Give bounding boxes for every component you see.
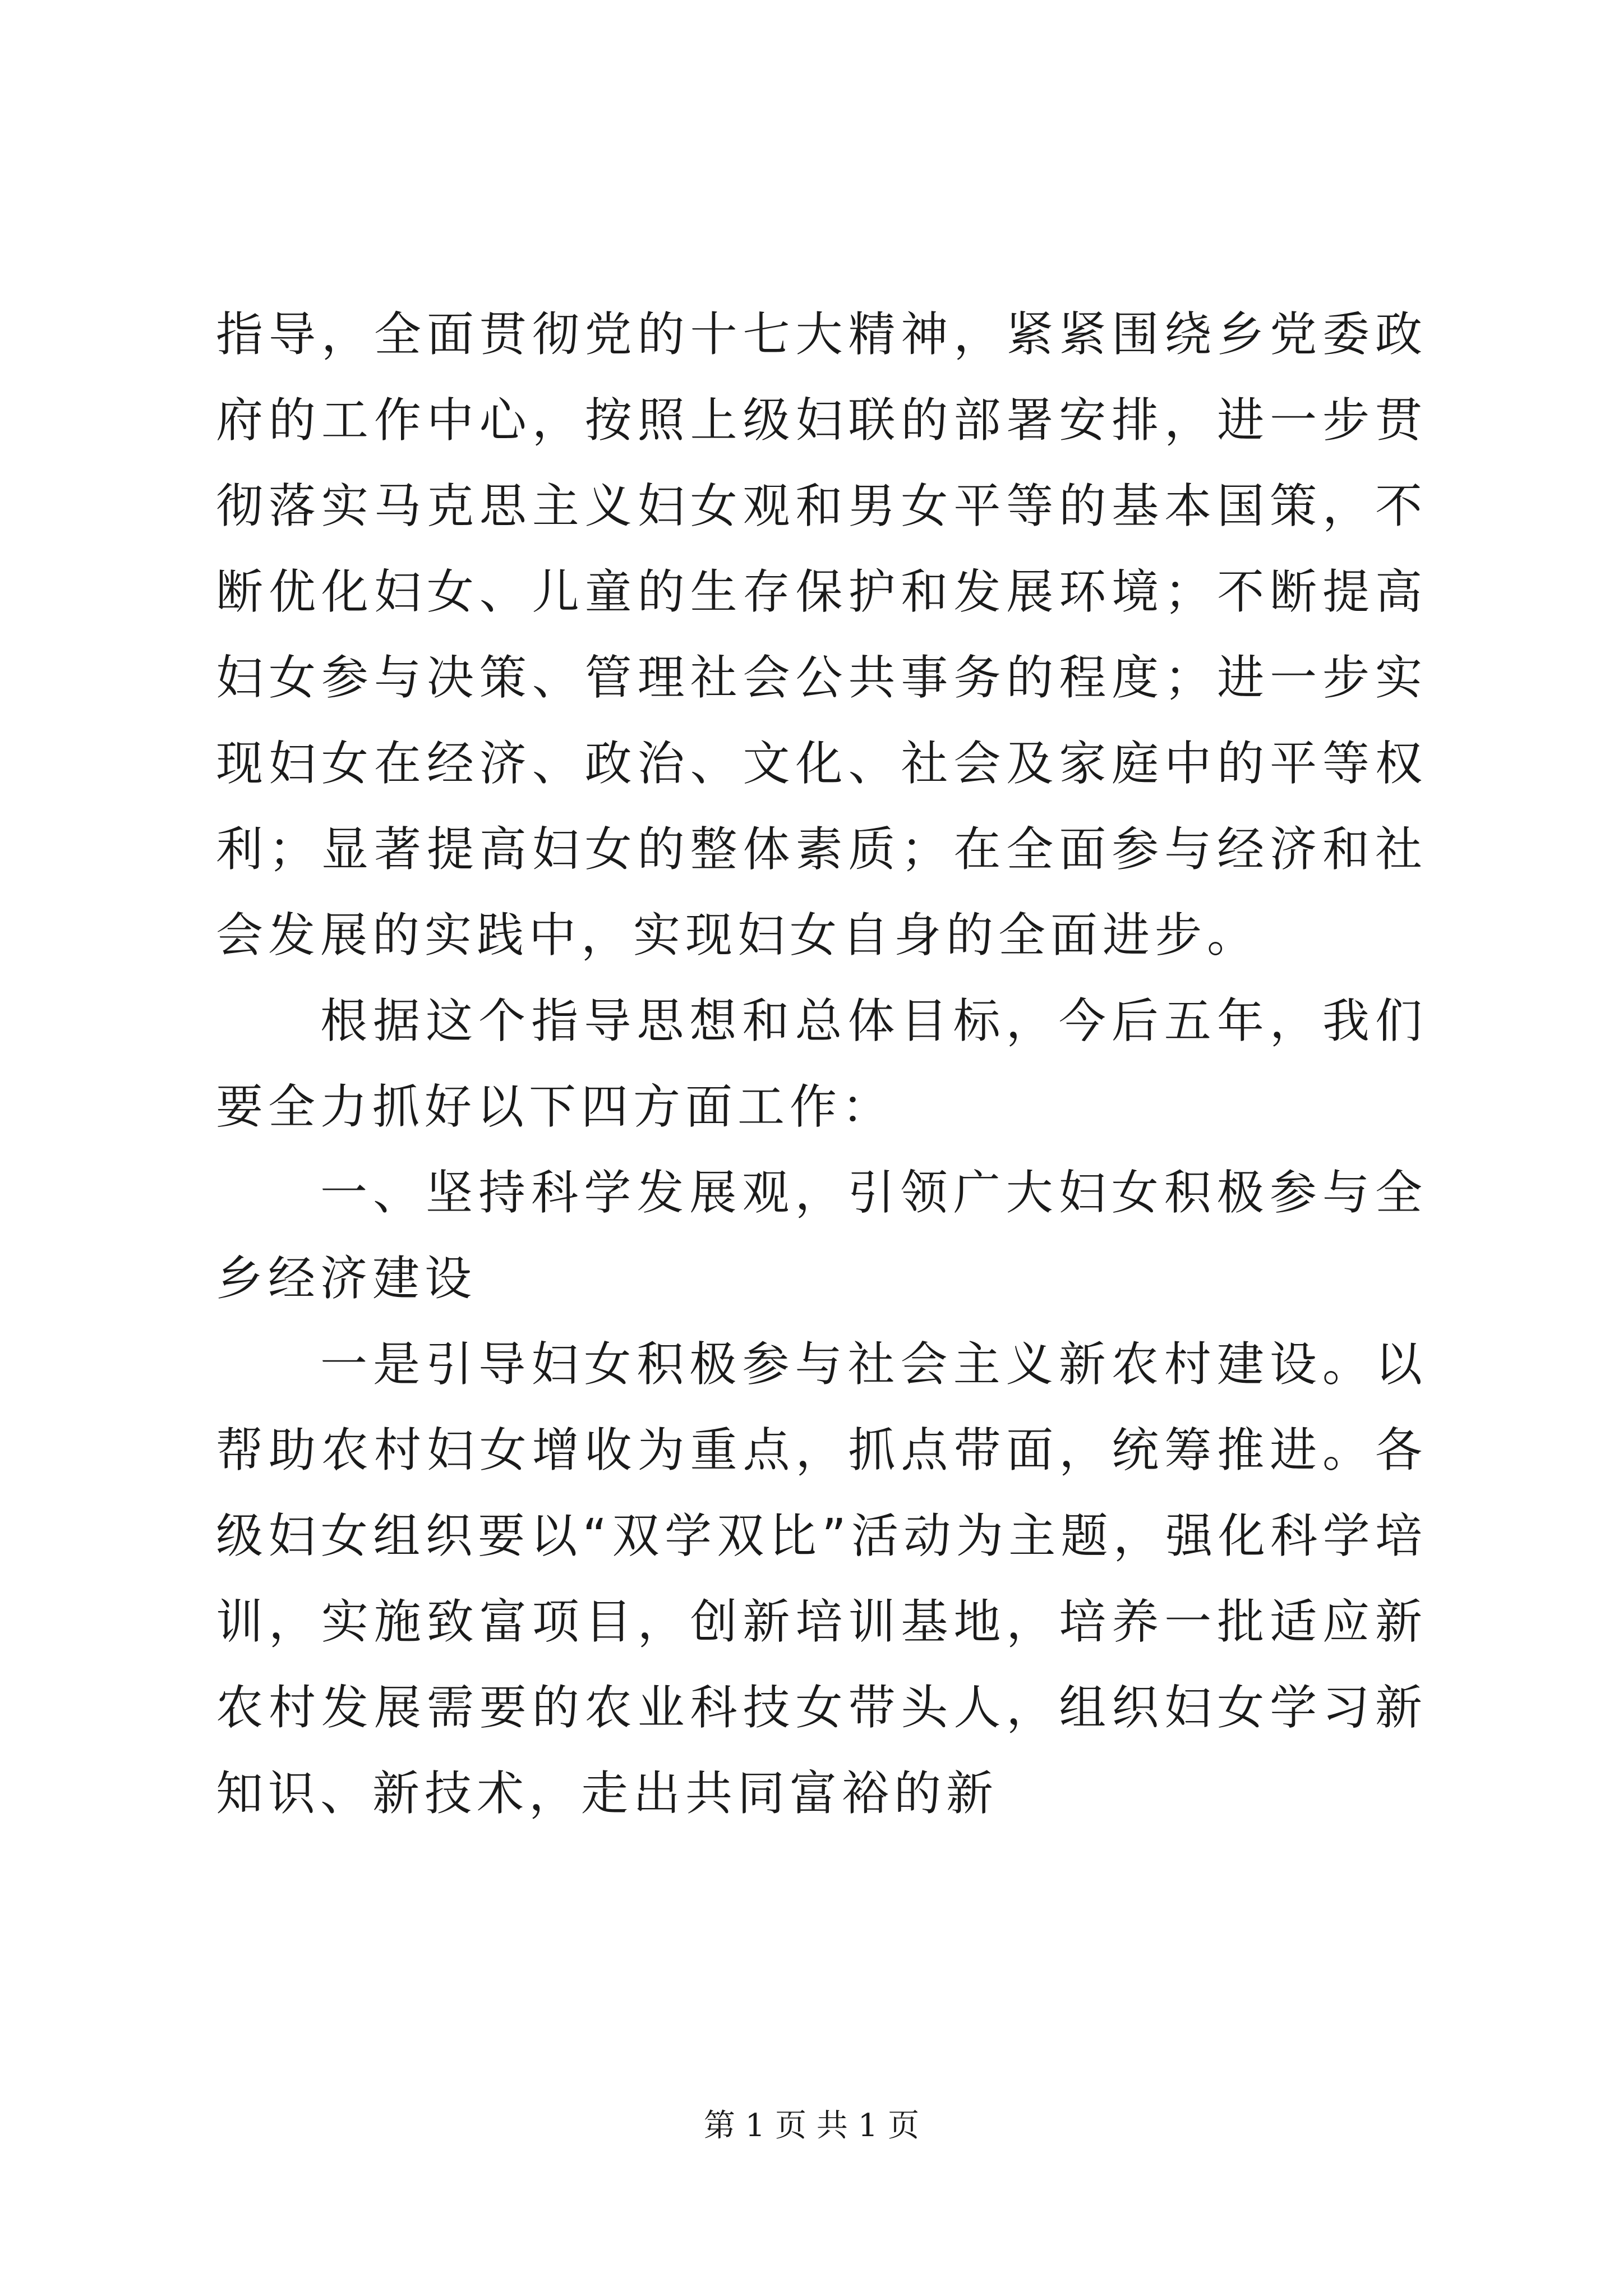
page-number-footer: 第 1 页 共 1 页 [703,2108,920,2144]
paragraph-new-countryside: 一是引导妇女积极参与社会主义新农村建设。以帮助农村妇女增收为重点，抓点带面，统筹推进。各级妇女组织要以“双学双比”活动为主题，强化科学培训，实施致富项目，创新培训基地，培养一批适应新农村发展需要的农业科技女带头人，组织妇女学习新知识、新技术，走出共同富裕的新 [216,1337,1427,1821]
paragraph-guiding-ideology: 指导，全面贯彻党的十七大精神，紧紧围绕乡党委政府的工作中心，按照上级妇联的部署安排，进一步贯彻落实马克思主义妇女观和男女平等的基本国策，不断优化妇女、儿童的生存保护和发展环境；不断提高妇女参与决策、管理社会公共事务的程度；进一步实现妇女在经济、政治、文化、社会及家庭中的平等权利；显著提高妇女的整体素质；在全面参与经济和社会发展的实践中，实现妇女自身的全面进步。 [216,307,1427,963]
paragraph-work-overview: 根据这个指导思想和总体目标，今后五年，我们要全力抓好以下四方面工作： [216,993,1427,1134]
document-body [216,292,1427,1837]
section-heading-economic-construction: 一、坚持科学发展观，引领广大妇女积极参与全乡经济建设 [216,1165,1427,1306]
